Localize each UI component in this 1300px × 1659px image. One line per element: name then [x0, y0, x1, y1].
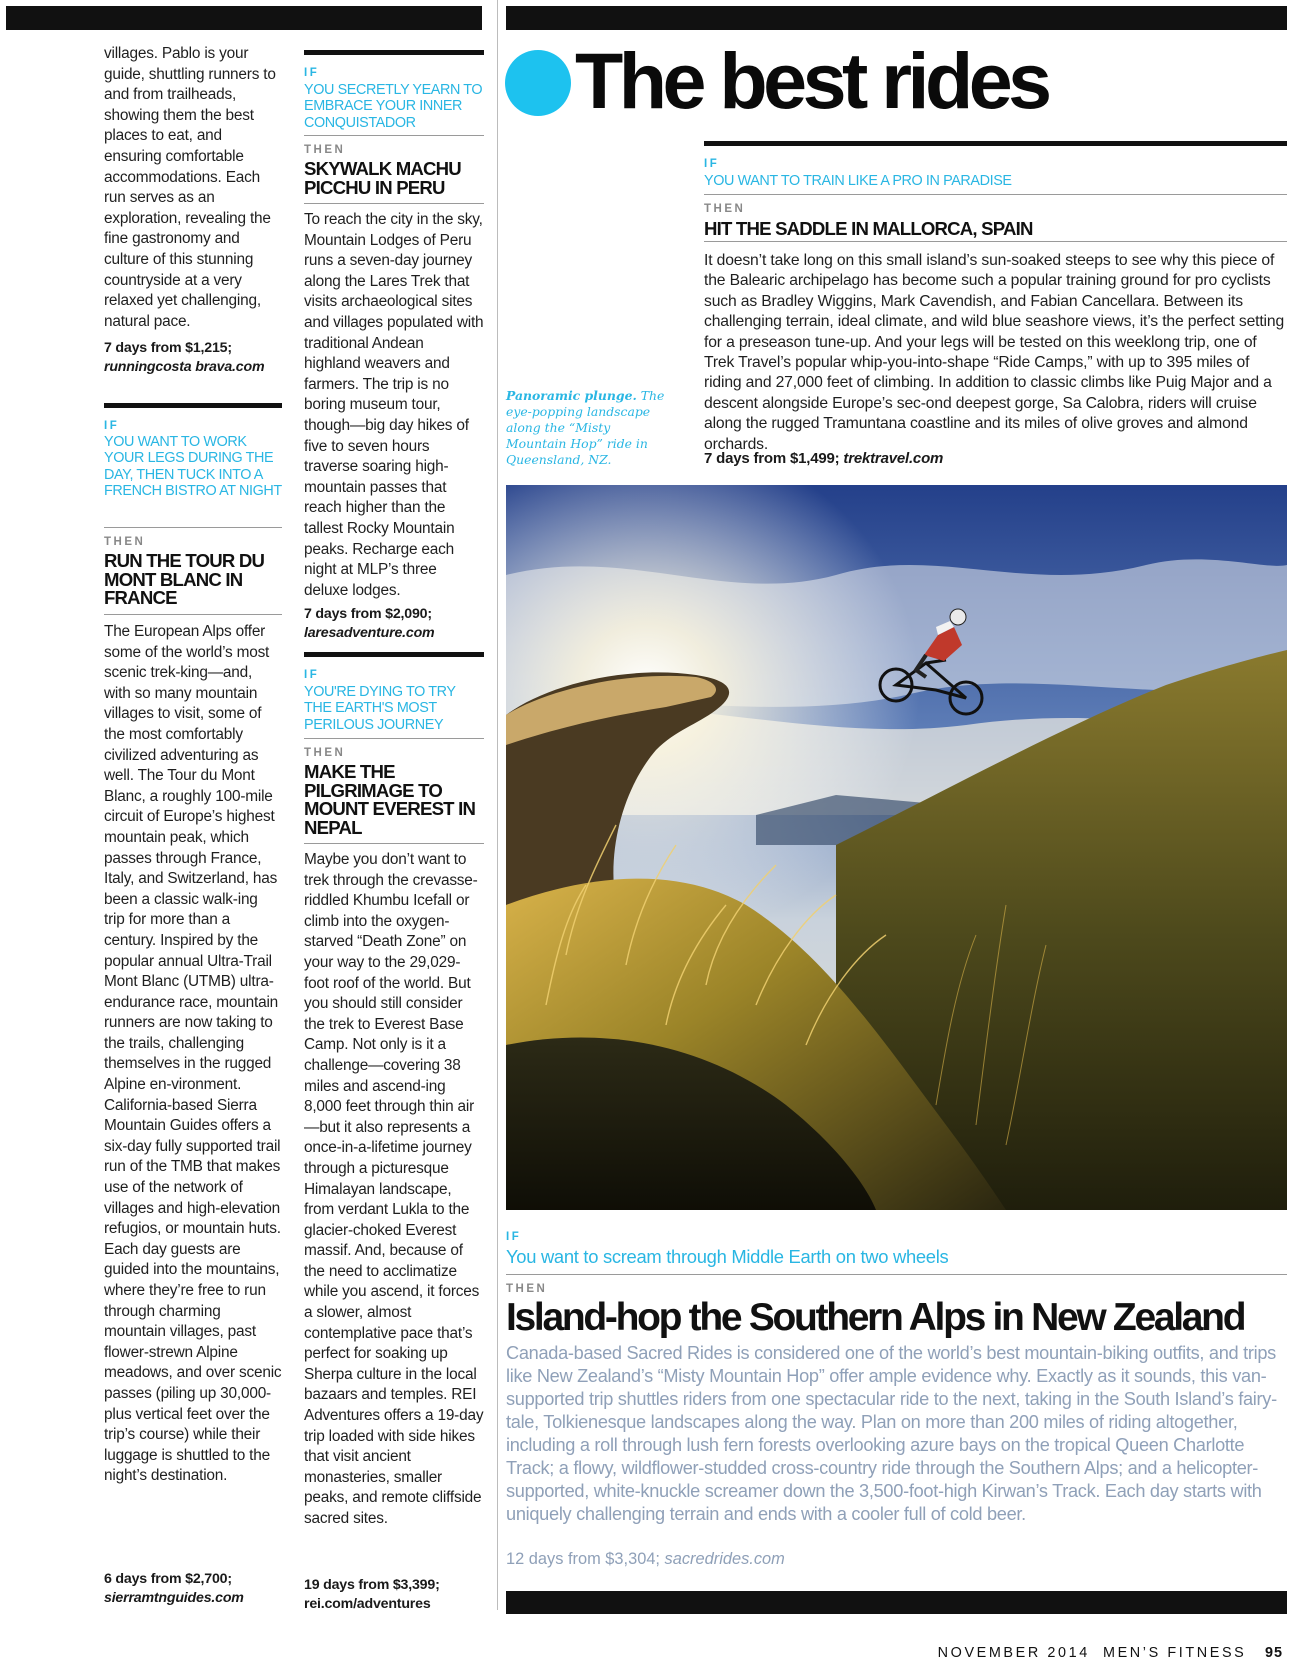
if-text: YOU SECRETLY YEARN TO EMBRACE YOUR INNER CONQUISTADOR	[304, 82, 483, 131]
divider	[704, 241, 1287, 242]
if-text: YOU'RE DYING TO TRY THE EARTH'S MOST PERILOUS JOURNEY	[304, 684, 456, 733]
body-text: Canada-based Sacred Rides is considered one of the world’s best mountain-biking outfits, and trips like New Zealand’s “Misty Mountain Hop” offer ample evidence why. Exactly as it sounds, this van-supported trip shuttles riders from one spectacular ride to the next, taking in the South Island’s fairy-tale, Tolkienesque landscapes along the way. Plan on more than 200 miles of riding altogether, including a roll through lush fern forests overlooking azure bays on the tropical Queen Charlotte Track; a flowy, wildflower-studded cross-country ride through the Southern Alps; and a helicopter-supported, white-knuckle screamer down the 3,500-foot-high Kirwan’s Track. Each day starts with uniquely challenging terrain and ends with a cooler full of cold beer.	[506, 1343, 1277, 1524]
then-title: RUN THE TOUR DU MONT BLANC IN FRANCE	[104, 550, 265, 608]
divider	[304, 843, 484, 844]
body-text: To reach the city in the sky, Mountain Lodges of Peru runs a seven-day journey along the Lares Trek that visits archaeological sites and villages populated with traditional Andean highland weavers and farmers. The trip is no boring museum tour, though—big day hikes of five to seven hours traverse soaring high-mountain passes that reach higher than the tallest Rocky Mountain peaks. Recharge each night at MLP’s three deluxe lodges.	[304, 211, 484, 599]
intro-text: villages. Pablo is your guide, shuttling runners to and from trailheads, showing them the best places to eat, and ensuring comfortable accommodations. Each run serves as an exploration, revealing the fine gastronomy and culture of this stunning countryside at a very relaxed yet challenging, natural pace.	[104, 45, 276, 330]
price-block	[506, 1548, 1287, 1570]
divider	[304, 203, 484, 204]
site: rei.com/adventures	[304, 1595, 431, 1612]
cyan-dot-icon	[505, 50, 571, 116]
if-text: You want to scream through Middle Earth on two wheels	[506, 1246, 949, 1267]
body-text: The European Alps offer some of the world’s most scenic trek-king—and, with so many mountain villages to visit, some of the most comfortably civilized adventuring as well. The Tour du Mont Blanc, a roughly 100-mile circuit of Europe’s highest mountain peak, which passes through France, Italy, and Switzerland, has been a classic walk-ing trip for more than a century. Inspired by the popular annual Ultra-Trail Mont Blanc (UTMB) ultra-endurance race, mountain runners are now taking to the trails, challenging themselves in the rugged Alpine en-vironment. California-based Sierra Mountain Guides offers a six-day fully supported trail run of the TMB that makes use of the network of villages and high-elevation refugios, or mountain huts. Each day guests are guided into the mountains, where they’re free to run through charming mountain villages, past flower-strewn Alpine meadows, and over scenic passes (piling up 30,000-plus vertical feet over the trip’s course) while their luggage is shuttled to the night’s destination.	[104, 623, 282, 1485]
price-block	[104, 1570, 282, 1607]
caption-title: Panoramic plunge.	[506, 388, 637, 403]
divider	[704, 194, 1287, 195]
site: trektravel.com	[843, 450, 944, 467]
then-title: Island-hop the Southern Alps in New Zealand	[506, 1296, 1245, 1339]
divider	[506, 1274, 1287, 1275]
then-label: THEN	[304, 144, 346, 156]
if-text: YOU WANT TO TRAIN LIKE A PRO IN PARADISE	[704, 173, 1012, 189]
section-rule	[304, 50, 484, 55]
if-label: IF	[704, 158, 720, 170]
if-label: IF	[104, 420, 120, 432]
price-block	[304, 1576, 484, 1613]
page-footer	[938, 1645, 1283, 1659]
price: 7 days from $2,090;	[304, 606, 432, 622]
top-rule-right	[506, 6, 1287, 30]
price-block	[704, 450, 1287, 469]
top-rule-left	[6, 6, 482, 30]
mountain-bike-photo	[506, 485, 1287, 1210]
site: sacredrides.com	[664, 1550, 785, 1568]
photo-caption	[506, 388, 666, 468]
body-text: Maybe you don’t want to trek through the crevasse-riddled Khumbu Icefall or climb into the oxygen-starved “Death Zone” on your way to the 29,029-foot roof of the world. But you should still consider the trek to Everest Base Camp. Not only is it a challenge—covering 38 miles and ascend-ing 8,000 feet through thin air—but it also represents a once-in-a-lifetime journey through a picturesque Himalayan landscape, from verdant Lukla to the glacier-choked Everest massif. And, because of the need to acclimatize while you ascend, it forces a slower, almost contemplative pace that’s perfect for soaking up Sherpa culture in the local bazaars and temples. REI Adventures offers a 19-day trip loaded with side hikes that visit ancient monasteries, smaller peaks, and remote cliffside sacred sites.	[304, 851, 484, 1527]
body-text: It doesn’t take long on this small island’s sun-soaked steeps to see why this piece of the Balearic archipelago has become such a popular training ground for pro cyclists such as Bradley Wiggins, Mark Cavendish, and Fabian Cancellara. Between its challenging terrain, ideal climate, and wild blue seashore views, it’s the perfect setting for a preseason tune-up. And your legs will be tested on this weeklong trip, one of Trek Travel’s popular whip-you-into-shape “Ride Camps,” with up to 395 miles of riding and 27,000 feet of climbing. In addition to classic climbs like Puig Major and a descent alongside Europe’s sec-ond deepest gorge, Sa Calobra, riders will cruise along the rugged Tramuntana coastline and its miles of olive groves and almond orchards.	[704, 252, 1285, 453]
price: 7 days from $1,499;	[704, 450, 840, 467]
price: 19 days from $3,399;	[304, 1577, 440, 1593]
section-rule	[104, 403, 282, 408]
if-label: IF	[304, 669, 320, 681]
site: sierramtnguides.com	[104, 1589, 244, 1606]
intro-site: runningcosta brava.com	[104, 358, 265, 375]
then-label: THEN	[304, 747, 346, 759]
divider	[304, 135, 484, 136]
then-title: MAKE THE PILGRIMAGE TO MOUNT EVEREST IN NEPAL	[304, 761, 476, 838]
price: 6 days from $2,700;	[104, 1571, 232, 1587]
page-number: 95	[1264, 1645, 1283, 1659]
then-title: HIT THE SADDLE IN MALLORCA, SPAIN	[704, 218, 1033, 239]
site: laresadventure.com	[304, 624, 435, 641]
then-title: SKYWALK MACHU PICCHU IN PERU	[304, 158, 461, 198]
then-label: THEN	[506, 1283, 548, 1295]
section-rule	[704, 141, 1287, 146]
divider	[104, 527, 282, 528]
column-divider	[497, 0, 498, 1610]
if-text: YOU WANT TO WORK YOUR LEGS DURING THE DAY, THEN TUCK INTO A FRENCH BISTRO AT NIGHT	[104, 434, 282, 499]
intro-price-block	[104, 339, 282, 376]
divider	[104, 614, 282, 615]
bottom-rule	[506, 1591, 1287, 1614]
then-label: THEN	[704, 203, 746, 215]
intro-price: 7 days from $1,215;	[104, 340, 232, 356]
price-block	[304, 605, 484, 642]
divider	[304, 738, 484, 739]
section-rule	[304, 652, 484, 657]
then-label: THEN	[104, 536, 146, 548]
if-label: IF	[304, 67, 320, 79]
price: 12 days from $3,304;	[506, 1550, 660, 1568]
if-label: IF	[506, 1231, 522, 1243]
caption-text: The eye-popping landscape along the “Misty Mountain Hop” ride in Queensland, NZ.	[506, 388, 665, 467]
page-title: The best rides	[575, 36, 1048, 125]
issue-label: NOVEMBER 2014 MEN’S FITNESS	[937, 1645, 1247, 1659]
